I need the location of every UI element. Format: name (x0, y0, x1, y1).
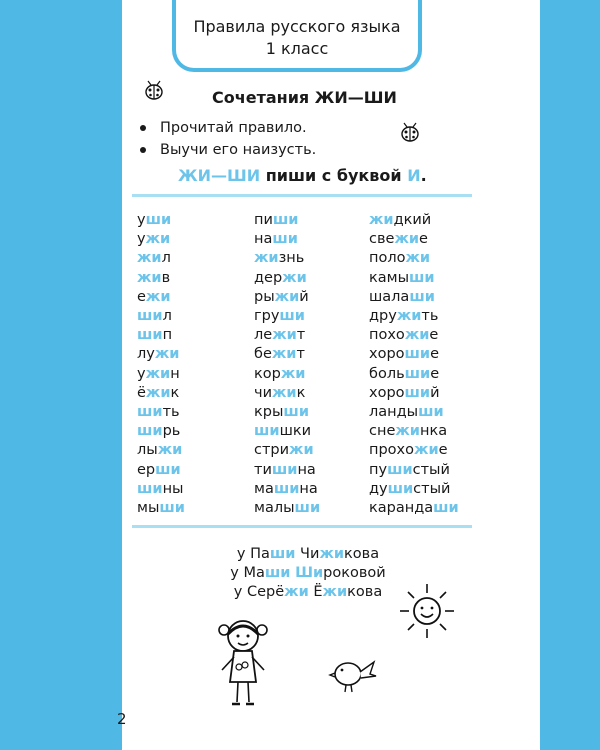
word-part: знь (278, 250, 305, 267)
phrase-part: у Па (236, 546, 270, 562)
word-highlight: жи (272, 327, 297, 344)
phrase-part: у Ма (230, 565, 265, 581)
word-part: хоро (369, 384, 405, 401)
word-highlight: ши (273, 480, 300, 497)
word (254, 403, 320, 422)
word (254, 441, 320, 460)
word-part: шки (279, 423, 312, 440)
list-item (140, 117, 316, 139)
word-highlight: жи (395, 423, 420, 440)
word-highlight: ши (387, 480, 414, 497)
word-highlight: жи (271, 346, 297, 363)
word-part: ду (369, 480, 388, 497)
word (254, 461, 320, 480)
word-highlight: ши (145, 212, 172, 228)
word-highlight: ши (404, 346, 431, 363)
word (254, 345, 320, 364)
word (137, 422, 185, 441)
word-part: боль (369, 365, 405, 382)
rule-end: . (420, 166, 427, 185)
example-phrase (228, 545, 388, 564)
word-highlight: ши (409, 269, 435, 286)
word-part: ры (254, 288, 275, 305)
word (137, 230, 185, 249)
word-highlight: ши (272, 212, 299, 228)
word-highlight: ши (387, 461, 413, 478)
word (369, 480, 459, 499)
word-part: у (137, 365, 146, 382)
word-highlight: жи (145, 288, 171, 305)
example-phrase (228, 564, 388, 583)
word-part: е (429, 327, 439, 344)
word-highlight: жи (405, 250, 431, 267)
word-part: ма (254, 480, 274, 497)
word (369, 345, 459, 364)
header-tab (172, 0, 422, 72)
word-highlight: жи (145, 384, 171, 401)
phrase-part: у Серё (233, 584, 285, 600)
word (137, 249, 185, 268)
word-highlight: жи (282, 269, 307, 286)
word-highlight: ши (272, 231, 298, 248)
word-highlight: жи (414, 442, 439, 459)
word-part: ть (162, 404, 180, 421)
right-blue-border (540, 0, 600, 750)
word-part: гру (254, 308, 280, 325)
word (137, 441, 185, 460)
word (137, 326, 185, 345)
ladybug-icon (398, 120, 422, 144)
phrase-part: роковой (323, 565, 386, 581)
word-part: у (137, 231, 146, 248)
word-part: каранда (369, 500, 434, 517)
word-part: поло (369, 250, 406, 267)
word-part: е (438, 442, 448, 459)
word-highlight: ши (279, 308, 305, 325)
word-part: лу (137, 346, 155, 363)
word-highlight: ши (159, 500, 185, 517)
word-column-1 (137, 211, 185, 518)
word-part: стри (254, 442, 290, 459)
word-highlight: ши (137, 423, 163, 440)
word-part: сне (369, 423, 396, 440)
word (254, 480, 320, 499)
phrase-part: Чи (295, 546, 320, 562)
word (254, 499, 320, 518)
word-part: на (297, 461, 316, 478)
word-part: п (162, 327, 173, 344)
left-blue-border (0, 0, 122, 750)
word-part: кры (254, 404, 284, 421)
word-highlight: жи (396, 308, 422, 325)
word (254, 422, 320, 441)
word-highlight: жи (137, 269, 162, 286)
instructions-list (140, 117, 316, 161)
word-highlight: жи (145, 231, 171, 248)
word-part: ны (162, 480, 184, 497)
word (137, 384, 185, 403)
word (137, 365, 185, 384)
word-column-2 (254, 211, 320, 518)
rule-letter: И (407, 166, 421, 185)
word-highlight: жи (394, 231, 420, 248)
word-part: дкий (393, 212, 432, 228)
word (254, 249, 320, 268)
example-phrase (228, 583, 388, 602)
word (369, 461, 459, 480)
word (254, 307, 320, 326)
word-part: кор (254, 365, 281, 382)
word-part: све (369, 231, 395, 248)
word (254, 326, 320, 345)
example-phrases (228, 545, 388, 602)
word-part: рь (162, 423, 181, 440)
word-part: стый (412, 461, 450, 478)
word (137, 307, 185, 326)
word-part: у (137, 212, 146, 228)
word-part: е (430, 346, 440, 363)
word-highlight: ши (254, 423, 280, 440)
word-part: е (137, 288, 146, 305)
phrase-highlight: Ши (295, 565, 324, 581)
phrase-part: Ё (308, 584, 323, 600)
word-part: ер (137, 461, 156, 478)
word-highlight: ши (404, 365, 431, 382)
phrase-highlight: жи (284, 584, 309, 600)
word-highlight: ши (137, 308, 163, 325)
word-part: е (419, 231, 428, 248)
word-highlight: жи (157, 442, 183, 459)
word (137, 211, 185, 230)
word-part: на (254, 231, 273, 248)
word-highlight: жи (289, 442, 314, 459)
word (369, 307, 459, 326)
word (369, 403, 459, 422)
header-subject: Правила русского языка (193, 17, 401, 36)
word-part: к (170, 384, 180, 401)
word (369, 269, 459, 288)
list-item (140, 139, 316, 161)
phrase-part: кова (344, 546, 380, 562)
phrase-highlight: жи (319, 546, 345, 562)
word (137, 269, 185, 288)
word-part: дер (254, 269, 283, 286)
rule-statement (178, 166, 427, 185)
word-part: т (296, 327, 306, 344)
word-highlight: жи (280, 365, 306, 382)
word-part: бе (254, 346, 272, 363)
word-part: похо (369, 327, 405, 344)
word (137, 403, 185, 422)
word-highlight: жи (137, 250, 162, 267)
word-part: е (430, 365, 440, 382)
word (137, 499, 185, 518)
word-part: дру (369, 308, 397, 325)
word (369, 441, 459, 460)
word-highlight: ши (433, 500, 459, 517)
instruction-text: Прочитай правило. (160, 120, 307, 136)
word-part: пу (369, 461, 388, 478)
girl-drawing-icon (212, 612, 274, 710)
word-part: ё (137, 384, 146, 401)
word (137, 480, 185, 499)
word-part: й (299, 288, 309, 305)
word-part: хоро (369, 346, 405, 363)
word-part: чи (254, 384, 272, 401)
word-part: ти (254, 461, 272, 478)
word-part: ланды (369, 404, 419, 421)
word-part: стый (413, 480, 451, 497)
word-highlight: ши (418, 404, 444, 421)
page-title: Сочетания ЖИ—ШИ (212, 88, 397, 107)
word-part: к (296, 384, 306, 401)
word (369, 326, 459, 345)
word (369, 230, 459, 249)
word (369, 365, 459, 384)
divider (132, 194, 472, 197)
word-highlight: ши (137, 404, 163, 421)
bullet-icon (140, 147, 146, 153)
word-highlight: жи (254, 250, 279, 267)
ladybug-icon (142, 78, 166, 102)
word-highlight: ши (155, 461, 181, 478)
word (369, 288, 459, 307)
word-highlight: жи (404, 327, 430, 344)
word-part: на (299, 480, 318, 497)
word-part: ле (254, 327, 273, 344)
phrase-highlight: ши (269, 546, 296, 562)
phrase-part: кова (347, 584, 383, 600)
instruction-text: Выучи его наизусть. (160, 142, 317, 158)
word-highlight: ши (404, 384, 431, 401)
word (369, 499, 459, 518)
word (254, 230, 320, 249)
word-part: н (170, 365, 180, 382)
word-part: пи (254, 212, 273, 228)
word (369, 422, 459, 441)
phrase-highlight: жи (322, 584, 348, 600)
page-number: 2 (117, 710, 127, 728)
word-highlight: жи (145, 365, 171, 382)
bird-icon (330, 654, 378, 694)
word-part: т (296, 346, 305, 363)
word (254, 288, 320, 307)
word-highlight: жи (369, 212, 394, 228)
word-highlight: ши (137, 327, 163, 344)
word-column-3 (369, 211, 459, 518)
word-part: ть (421, 308, 439, 325)
word (137, 288, 185, 307)
word (369, 211, 459, 230)
word-part: лы (137, 442, 158, 459)
word-highlight: жи (272, 384, 297, 401)
word (137, 345, 185, 364)
rule-text: пиши с буквой (265, 166, 402, 185)
bullet-icon (140, 125, 146, 131)
word (137, 461, 185, 480)
word-highlight: ши (409, 288, 435, 305)
word-part: нка (419, 423, 448, 440)
word (254, 211, 320, 230)
sun-icon (398, 582, 456, 640)
word-part: шала (369, 288, 410, 305)
word (369, 249, 459, 268)
word (254, 384, 320, 403)
phrase-highlight: ши (264, 565, 291, 581)
word-highlight: жи (274, 288, 300, 305)
word-highlight: ши (271, 461, 298, 478)
divider (132, 525, 472, 528)
word-part: мы (137, 500, 160, 517)
word (254, 365, 320, 384)
word-part: камы (369, 269, 410, 286)
word-highlight: жи (154, 346, 180, 363)
word-part: малы (254, 500, 295, 517)
word-highlight: ши (137, 480, 163, 497)
word-part: прохо (369, 442, 415, 459)
rule-highlight: ЖИ—ШИ (178, 166, 261, 185)
word (254, 269, 320, 288)
header-grade: 1 класс (265, 39, 329, 58)
word-part: л (162, 308, 172, 325)
word (369, 384, 459, 403)
word-highlight: ши (283, 404, 309, 421)
word-part: в (161, 269, 171, 286)
word-part: й (430, 384, 440, 401)
word-highlight: ши (294, 500, 321, 517)
word-part: л (161, 250, 171, 267)
